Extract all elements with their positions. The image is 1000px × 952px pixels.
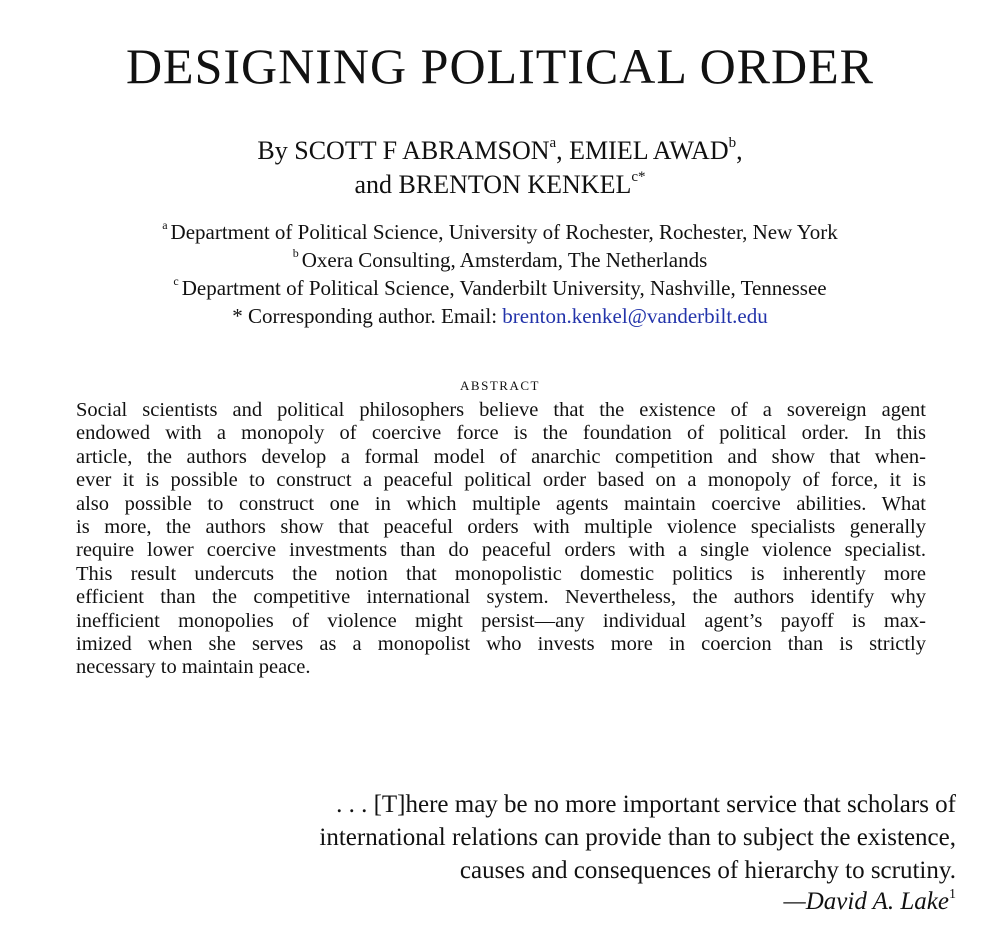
- epigraph: [319, 788, 956, 918]
- abstract-line: efficient than the competitive international system. Nevertheless, the authors identify why: [76, 586, 926, 609]
- corresponding-email-link[interactable]: brenton.kenkel@vanderbilt.edu: [502, 304, 768, 328]
- author-separator-1: ,: [556, 136, 563, 165]
- author-block: [0, 134, 1000, 202]
- author-and: and: [354, 170, 393, 199]
- epigraph-line: causes and consequences of hierarchy to scrutiny.: [459, 857, 956, 884]
- abstract-line: also possible to construct one in which multiple agents maintain coercive abilities. What: [76, 492, 926, 515]
- abstract-line: is more, the authors show that peaceful orders with multiple violence specialists generally: [76, 516, 926, 539]
- epigraph-line: international relations can provide than to subject the existence,: [319, 824, 956, 851]
- affiliation-line: [0, 218, 1000, 246]
- affiliation-mark: a: [162, 218, 168, 232]
- affiliation-mark: b: [292, 246, 299, 260]
- corresponding-author-prefix: * Corresponding author. Email:: [232, 304, 503, 328]
- affiliation-mark: c: [173, 274, 179, 288]
- abstract-line: This result undercuts the notion that monopolistic domestic politics is inherently more: [76, 562, 926, 585]
- author-mark-1: a: [549, 135, 557, 152]
- affiliation-text: Department of Political Science, University of Rochester, Rochester, New York: [170, 220, 838, 244]
- abstract-line: necessary to maintain peace.: [76, 656, 311, 679]
- author-line-2: [0, 168, 1000, 202]
- epigraph-line: . . . [T]here may be no more important service that scholars of: [336, 791, 956, 818]
- epigraph-footnote-mark[interactable]: 1: [949, 886, 956, 902]
- abstract-line: endowed with a monopoly of coercive force is the foundation of political order. In this: [76, 422, 926, 445]
- corresponding-author-line: [0, 302, 1000, 330]
- author-mark-3: c*: [631, 169, 646, 186]
- affiliation-text: Department of Political Science, Vanderbilt University, Nashville, Tennessee: [181, 276, 827, 300]
- epigraph-attribution-text: —David A. Lake: [783, 888, 949, 915]
- affiliation-block: [0, 218, 1000, 330]
- abstract-line: require lower coercive investments than do peaceful orders with a single violence specialist.: [76, 539, 926, 562]
- abstract-body: [76, 399, 926, 680]
- abstract-line: ever it is possible to construct a peaceful political order based on a monopoly of force, it is: [76, 469, 926, 492]
- abstract-heading: abstract: [460, 374, 540, 395]
- abstract-line: article, the authors develop a formal model of anarchic competition and show that when-: [76, 445, 926, 468]
- abstract-line: imized when she serves as a monopolist who invests more in coercion than is strictly: [76, 633, 926, 656]
- abstract-line: Social scientists and political philosophers believe that the existence of a sovereign agent: [76, 399, 926, 421]
- author-separator-2: ,: [736, 136, 743, 165]
- author-name-1: SCOTT F ABRAMSON: [294, 136, 550, 165]
- epigraph-attribution: [319, 885, 956, 918]
- author-line-1: [0, 134, 1000, 168]
- affiliation-line: [0, 274, 1000, 302]
- author-by: By: [257, 136, 288, 165]
- author-name-3: BRENTON KENKEL: [398, 170, 632, 199]
- abstract-line: inefficient monopolies of violence might persist—any individual agent’s payoff is max-: [76, 609, 926, 632]
- affiliation-text: Oxera Consulting, Amsterdam, The Netherlands: [301, 248, 708, 272]
- author-name-2: EMIEL AWAD: [569, 136, 729, 165]
- author-mark-2: b: [728, 135, 737, 152]
- paper-title: DESIGNING POLITICAL ORDER: [125, 38, 875, 94]
- affiliation-line: [0, 246, 1000, 274]
